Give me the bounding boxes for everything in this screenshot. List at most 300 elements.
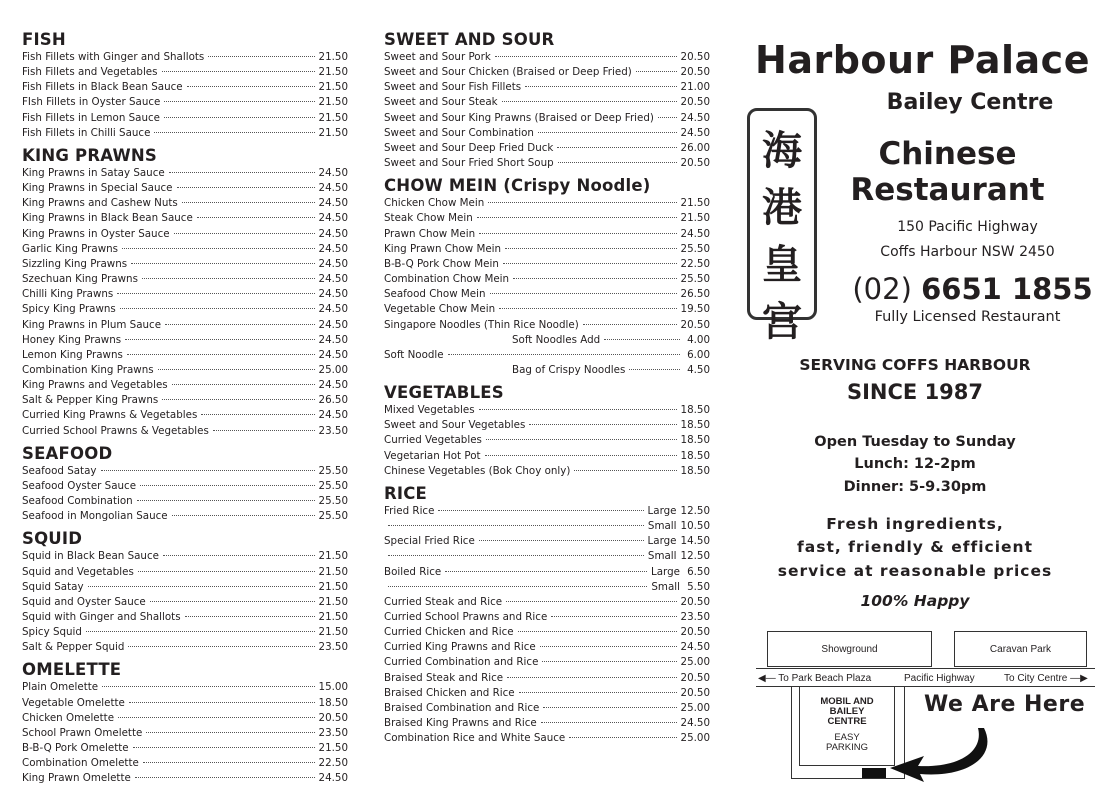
item-price: 24.50 (318, 166, 348, 179)
dot-leader (542, 661, 676, 662)
dot-leader (558, 162, 677, 163)
item-price: 23.50 (318, 641, 348, 654)
map-location-marker (862, 768, 886, 778)
menu-item (22, 595, 348, 610)
item-price: 4.50 (687, 363, 710, 376)
item-price: 25.50 (318, 479, 348, 492)
menu-item (384, 731, 710, 746)
menu-item (384, 333, 710, 348)
menu-section-vegetables (384, 383, 710, 479)
item-price: 12.50 (680, 504, 710, 517)
dot-leader (503, 263, 677, 264)
item-price: 20.50 (680, 686, 710, 699)
dot-leader (583, 324, 677, 325)
dot-leader (129, 702, 315, 703)
dot-leader (127, 354, 315, 355)
map-caravan-park: Caravan Park (954, 631, 1087, 667)
menu-item (22, 318, 348, 333)
item-name: Seafood Combination (22, 495, 133, 508)
menu-item (384, 625, 710, 640)
item-price: 21.50 (318, 565, 348, 578)
item-name: Prawn Chow Mein (384, 227, 476, 240)
dot-leader (201, 414, 314, 415)
menu-item (384, 95, 710, 110)
item-name: Szechuan King Prawns (22, 273, 138, 286)
dot-leader (162, 71, 315, 72)
item-name: Braised Chicken and Rice (384, 686, 515, 699)
item-price: 21.50 (318, 81, 348, 94)
menu-section-squid (22, 529, 348, 655)
item-name: Sweet and Sour Steak (384, 96, 498, 109)
item-name: Sweet and Sour Fried Short Soup (384, 157, 554, 170)
item-name: Spicy King Prawns (22, 303, 116, 316)
item-name: Special Fried Rice (384, 535, 475, 548)
dot-leader (162, 399, 314, 400)
dot-leader (197, 217, 315, 218)
dot-leader (629, 369, 680, 370)
item-price: 23.50 (680, 611, 710, 623)
map-centre-name: MOBIL AND BAILEY CENTRE (820, 696, 874, 727)
item-price: 22.50 (318, 757, 348, 770)
menu-item (22, 95, 348, 110)
dot-leader (154, 132, 314, 133)
hours-dinner: Dinner: 5-9.30pm (843, 479, 987, 495)
item-price: 20.50 (680, 51, 710, 63)
dot-leader (604, 339, 680, 340)
serving-text: SERVING COFFS HARBOUR (799, 356, 1031, 374)
dot-leader (182, 202, 315, 203)
item-price: 20.50 (680, 626, 710, 639)
item-price: 21.50 (318, 742, 348, 755)
menu-item (384, 595, 710, 610)
item-name: Curried Steak and Rice (384, 595, 503, 608)
menu-item (22, 166, 348, 181)
map-left-direction (758, 673, 871, 684)
menu-section-seafood (22, 444, 348, 525)
item-name: Combination Rice and White Sauce (384, 732, 566, 745)
menu-column-middle (384, 30, 710, 751)
dot-leader (142, 278, 315, 279)
item-name: Combination Chow Mein (384, 273, 510, 286)
dot-leader (543, 707, 676, 708)
map-mobil-centre (799, 687, 895, 766)
menu-item (384, 227, 710, 242)
road-edge-top (756, 668, 1095, 669)
item-price: 21.50 (318, 126, 348, 139)
menu-item (22, 111, 348, 126)
item-price: 21.50 (680, 212, 710, 225)
item-price: 24.50 (318, 348, 348, 361)
dot-leader (128, 646, 314, 647)
section-heading: OMELETTE (22, 660, 122, 680)
item-name: King Prawns in Plum Sauce (22, 318, 162, 331)
dot-leader (541, 722, 677, 723)
item-name: Combination King Prawns (22, 363, 154, 376)
menu-item (22, 302, 348, 317)
restaurant-type-line2: Restaurant (850, 172, 1045, 208)
item-price: 24.50 (318, 212, 348, 225)
menu-item (22, 211, 348, 226)
item-price: 25.00 (680, 656, 710, 669)
item-size: Large (647, 504, 677, 517)
item-price: 18.50 (680, 404, 710, 417)
happy-text: 100% Happy (860, 592, 970, 610)
item-price: 25.50 (318, 495, 348, 508)
item-name: King Prawns in Special Sauce (22, 182, 173, 195)
item-name: Curried Vegetables (384, 434, 482, 447)
menu-item (22, 494, 348, 509)
item-price: 23.50 (318, 424, 348, 437)
menu-item (384, 716, 710, 731)
item-price: 21.50 (318, 66, 348, 79)
dot-leader (164, 117, 315, 118)
menu-item (22, 227, 348, 242)
item-price: 25.00 (680, 732, 710, 745)
dot-leader (172, 515, 315, 516)
dot-leader (135, 777, 315, 778)
menu-item (22, 393, 348, 408)
item-price: 14.50 (680, 535, 710, 548)
menu-item (22, 242, 348, 257)
menu-item (22, 771, 348, 786)
item-name: Soft Noodle (384, 348, 444, 361)
section-heading: RICE (384, 483, 428, 503)
seal-char: 宫 (762, 299, 802, 345)
section-heading: SEAFOOD (22, 443, 113, 463)
menu-item (384, 433, 710, 448)
item-price: 26.50 (318, 394, 348, 407)
item-price: 21.50 (318, 611, 348, 623)
menu-item (22, 126, 348, 141)
menu-item (22, 610, 348, 625)
item-price: 21.50 (318, 626, 348, 639)
item-price: 24.50 (318, 318, 348, 331)
menu-section-fish (22, 30, 348, 141)
item-name: Chilli King Prawns (22, 288, 114, 301)
dot-leader (163, 555, 315, 556)
dot-leader (388, 525, 644, 526)
item-name: Sweet and Sour Combination (384, 126, 534, 139)
restaurant-info-panel (740, 0, 1105, 808)
item-name: Fish Fillets in Black Bean Sauce (22, 81, 183, 94)
phone-digits: 6651 1855 (921, 272, 1093, 306)
map-right-label: To City Centre (1004, 673, 1068, 684)
item-price: 18.50 (680, 434, 710, 447)
menu-item (384, 50, 710, 65)
dot-leader (529, 424, 676, 425)
menu-item (22, 726, 348, 741)
dot-leader (158, 369, 315, 370)
item-name: Squid in Black Bean Sauce (22, 550, 159, 563)
dot-leader (506, 601, 676, 602)
dot-leader (118, 717, 314, 718)
item-name: Curried School Prawns and Rice (384, 611, 548, 623)
dot-leader (540, 646, 677, 647)
dot-leader (177, 187, 315, 188)
item-price: 25.00 (318, 363, 348, 376)
dot-leader (658, 117, 677, 118)
menu-item (384, 257, 710, 272)
item-name: Seafood Oyster Sauce (22, 479, 137, 492)
menu-item (22, 580, 348, 595)
dot-leader (495, 56, 677, 57)
dot-leader (574, 470, 676, 471)
address-line2: Coffs Harbour NSW 2450 (880, 244, 1055, 260)
menu-item (384, 196, 710, 211)
seal-char: 港 (762, 185, 802, 231)
curved-arrow-icon (888, 722, 1008, 792)
dot-leader (164, 101, 314, 102)
item-name: Honey King Prawns (22, 333, 122, 346)
item-name: King Prawns in Satay Sauce (22, 166, 165, 179)
item-price: 24.50 (318, 227, 348, 240)
section-heading: FISH (22, 30, 66, 49)
map-road-name: Pacific Highway (904, 673, 975, 684)
item-price: 18.50 (680, 419, 710, 432)
seal-char: 皇 (762, 242, 802, 288)
menu-item (22, 272, 348, 287)
item-name: King Prawns in Oyster Sauce (22, 227, 170, 240)
menu-section-king-prawns (22, 146, 348, 439)
dot-leader (131, 263, 314, 264)
section-heading: SWEET AND SOUR (384, 30, 555, 49)
item-name: King Prawns and Cashew Nuts (22, 197, 178, 210)
item-name: Curried King Prawns and Rice (384, 641, 536, 654)
item-name: Squid and Vegetables (22, 565, 134, 578)
menu-item (22, 756, 348, 771)
menu-item (384, 701, 710, 716)
menu-item (22, 378, 348, 393)
dot-leader (636, 71, 677, 72)
item-size: Large (647, 535, 677, 548)
menu-section-sweet-and-sour (384, 30, 710, 171)
dot-leader (120, 308, 315, 309)
menu-item (384, 671, 710, 686)
menu-item (22, 80, 348, 95)
menu-item (384, 318, 710, 333)
menu-section-rice (384, 484, 710, 747)
restaurant-type-line1: Chinese (878, 136, 1017, 172)
item-name: Chicken Chow Mein (384, 197, 485, 210)
tagline-3: service at reasonable prices (777, 562, 1053, 580)
item-price: 24.50 (318, 772, 348, 785)
item-name: Braised Combination and Rice (384, 701, 540, 714)
item-name: Chinese Vegetables (Bok Choy only) (384, 464, 571, 477)
item-price: 24.50 (318, 409, 348, 422)
menu-item (384, 156, 710, 171)
dot-leader (448, 354, 680, 355)
item-name: Fried Rice (384, 504, 435, 517)
dot-leader (125, 339, 314, 340)
item-name: FIsh Fillets in Oyster Sauce (22, 96, 161, 109)
item-name: Curried Chicken and Rice (384, 626, 514, 639)
item-price: 15.00 (318, 681, 348, 694)
item-price: 25.50 (680, 242, 710, 255)
item-price: 10.50 (680, 520, 710, 533)
dot-leader (88, 586, 315, 587)
item-price: 20.50 (318, 711, 348, 724)
dot-leader (519, 692, 677, 693)
we-are-here-label: We Are Here (924, 692, 1086, 717)
dot-leader (174, 233, 315, 234)
dot-leader (499, 308, 676, 309)
menu-item (22, 565, 348, 580)
menu-column-left (22, 30, 348, 792)
menu-item (22, 640, 348, 655)
tagline-2: fast, friendly & efficient (797, 538, 1033, 556)
arrow-right-icon: —▶ (1067, 673, 1088, 684)
item-price: 22.50 (680, 257, 710, 270)
dot-leader (165, 324, 314, 325)
chinese-name-seal (747, 108, 817, 345)
item-price: 24.50 (680, 717, 710, 730)
menu-item (22, 424, 348, 439)
phone-number[interactable] (840, 272, 1105, 306)
item-price: 26.50 (680, 288, 710, 301)
item-name: Soft Noodles Add (512, 333, 601, 346)
dot-leader (438, 510, 643, 511)
menu-item (384, 464, 710, 479)
item-price: 20.50 (680, 318, 710, 331)
item-price: 21.50 (318, 96, 348, 109)
item-name: Fish Fillets in Chilli Sauce (22, 126, 151, 139)
item-name: Steak Chow Mein (384, 212, 473, 225)
item-name: Boiled Rice (384, 565, 442, 578)
item-name: Braised King Prawns and Rice (384, 717, 537, 730)
item-name: Salt & Pepper King Prawns (22, 394, 159, 407)
item-name: Combination Omelette (22, 757, 139, 770)
item-name: Fish Fillets in Lemon Sauce (22, 111, 161, 124)
dot-leader (122, 248, 315, 249)
menu-item (384, 287, 710, 302)
dot-leader (137, 500, 315, 501)
menu-item (384, 418, 710, 433)
hours-lunch: Lunch: 12-2pm (854, 456, 976, 472)
item-price: 20.50 (680, 157, 710, 170)
menu-item (384, 610, 710, 625)
item-name: King Prawn Chow Mein (384, 242, 502, 255)
phone-area: (02) (852, 272, 912, 306)
restaurant-location: Bailey Centre (886, 90, 1054, 115)
item-price: 12.50 (680, 550, 710, 563)
dot-leader (169, 172, 315, 173)
map-parking: EASY PARKING (825, 732, 869, 753)
item-name: Fish Fillets and Vegetables (22, 66, 158, 79)
menu-item (384, 534, 710, 549)
section-heading: VEGETABLES (384, 383, 504, 403)
item-name: King Prawn Omelette (22, 772, 131, 785)
item-size: Small (647, 550, 677, 563)
item-name: Sweet and Sour Chicken (Braised or Deep Fried) (384, 66, 632, 79)
menu-item (384, 242, 710, 257)
item-name: Sweet and Sour Deep Fried Duck (384, 141, 554, 154)
item-price: 21.50 (318, 51, 348, 63)
item-name: Lemon King Prawns (22, 348, 123, 361)
item-name: Braised Steak and Rice (384, 671, 504, 684)
dot-leader (490, 293, 677, 294)
item-name: Sweet and Sour Fish Fillets (384, 81, 522, 94)
menu-item (22, 257, 348, 272)
menu-item (22, 333, 348, 348)
item-name: B-B-Q Pork Chow Mein (384, 257, 499, 270)
section-heading: SQUID (22, 529, 83, 549)
item-name: Seafood in Mongolian Sauce (22, 510, 168, 523)
item-name: Vegetable Omelette (22, 696, 125, 709)
menu-item (384, 580, 710, 595)
item-name: Mixed Vegetables (384, 404, 475, 417)
dot-leader (140, 485, 314, 486)
item-name: Curried King Prawns & Vegetables (22, 409, 198, 422)
item-price: 6.50 (687, 565, 710, 578)
address-line1: 150 Pacific Highway (897, 219, 1038, 235)
item-price: 25.50 (318, 464, 348, 477)
item-name: Singapore Noodles (Thin Rice Noodle) (384, 318, 579, 331)
item-name: Sweet and Sour King Prawns (Braised or Deep Fried) (384, 111, 654, 124)
item-price: 24.50 (680, 641, 710, 654)
dot-leader (143, 762, 315, 763)
item-price: 5.50 (687, 580, 710, 593)
dot-leader (513, 278, 676, 279)
item-price: 21.00 (680, 81, 710, 94)
item-price: 6.00 (687, 348, 710, 361)
item-name: Curried Combination and Rice (384, 656, 539, 669)
dot-leader (557, 147, 676, 148)
dot-leader (213, 430, 315, 431)
item-price: 18.50 (680, 449, 710, 462)
hours-days: Open Tuesday to Sunday (814, 434, 1016, 450)
menu-item (384, 363, 710, 378)
item-name: Vegetable Chow Mein (384, 303, 496, 316)
dot-leader (187, 86, 315, 87)
menu-item (22, 408, 348, 423)
item-name: Fish Fillets with Ginger and Shallots (22, 51, 205, 63)
item-name: Plain Omelette (22, 681, 99, 694)
menu-item (22, 549, 348, 564)
dot-leader (479, 409, 677, 410)
item-name: Curried School Prawns & Vegetables (22, 424, 209, 437)
dot-leader (388, 555, 644, 556)
item-price: 24.50 (318, 333, 348, 346)
menu-item (22, 287, 348, 302)
menu-item (22, 680, 348, 695)
menu-item (384, 686, 710, 701)
menu-item (384, 211, 710, 226)
menu-item (22, 65, 348, 80)
item-name: Squid Satay (22, 580, 84, 593)
menu-item (384, 65, 710, 80)
dot-leader (150, 601, 315, 602)
menu-item (22, 625, 348, 640)
dot-leader (477, 217, 677, 218)
item-name: Chicken Omelette (22, 711, 115, 724)
dot-leader (551, 616, 676, 617)
menu-item (384, 403, 710, 418)
dot-leader (102, 686, 314, 687)
item-name: King Prawns and Vegetables (22, 379, 168, 392)
item-price: 20.50 (680, 671, 710, 684)
menu-item (384, 348, 710, 363)
section-heading: CHOW MEIN (Crispy Noodle) (384, 176, 651, 196)
dot-leader (388, 586, 647, 587)
item-price: 25.50 (318, 510, 348, 523)
menu-section-omelette (22, 660, 348, 786)
menu-item (384, 565, 710, 580)
menu-item (384, 302, 710, 317)
item-price: 21.50 (318, 580, 348, 593)
item-price: 20.50 (680, 66, 710, 79)
menu-section-chow-mein-crispy-noodle (384, 176, 710, 378)
item-name: Sizzling King Prawns (22, 257, 128, 270)
